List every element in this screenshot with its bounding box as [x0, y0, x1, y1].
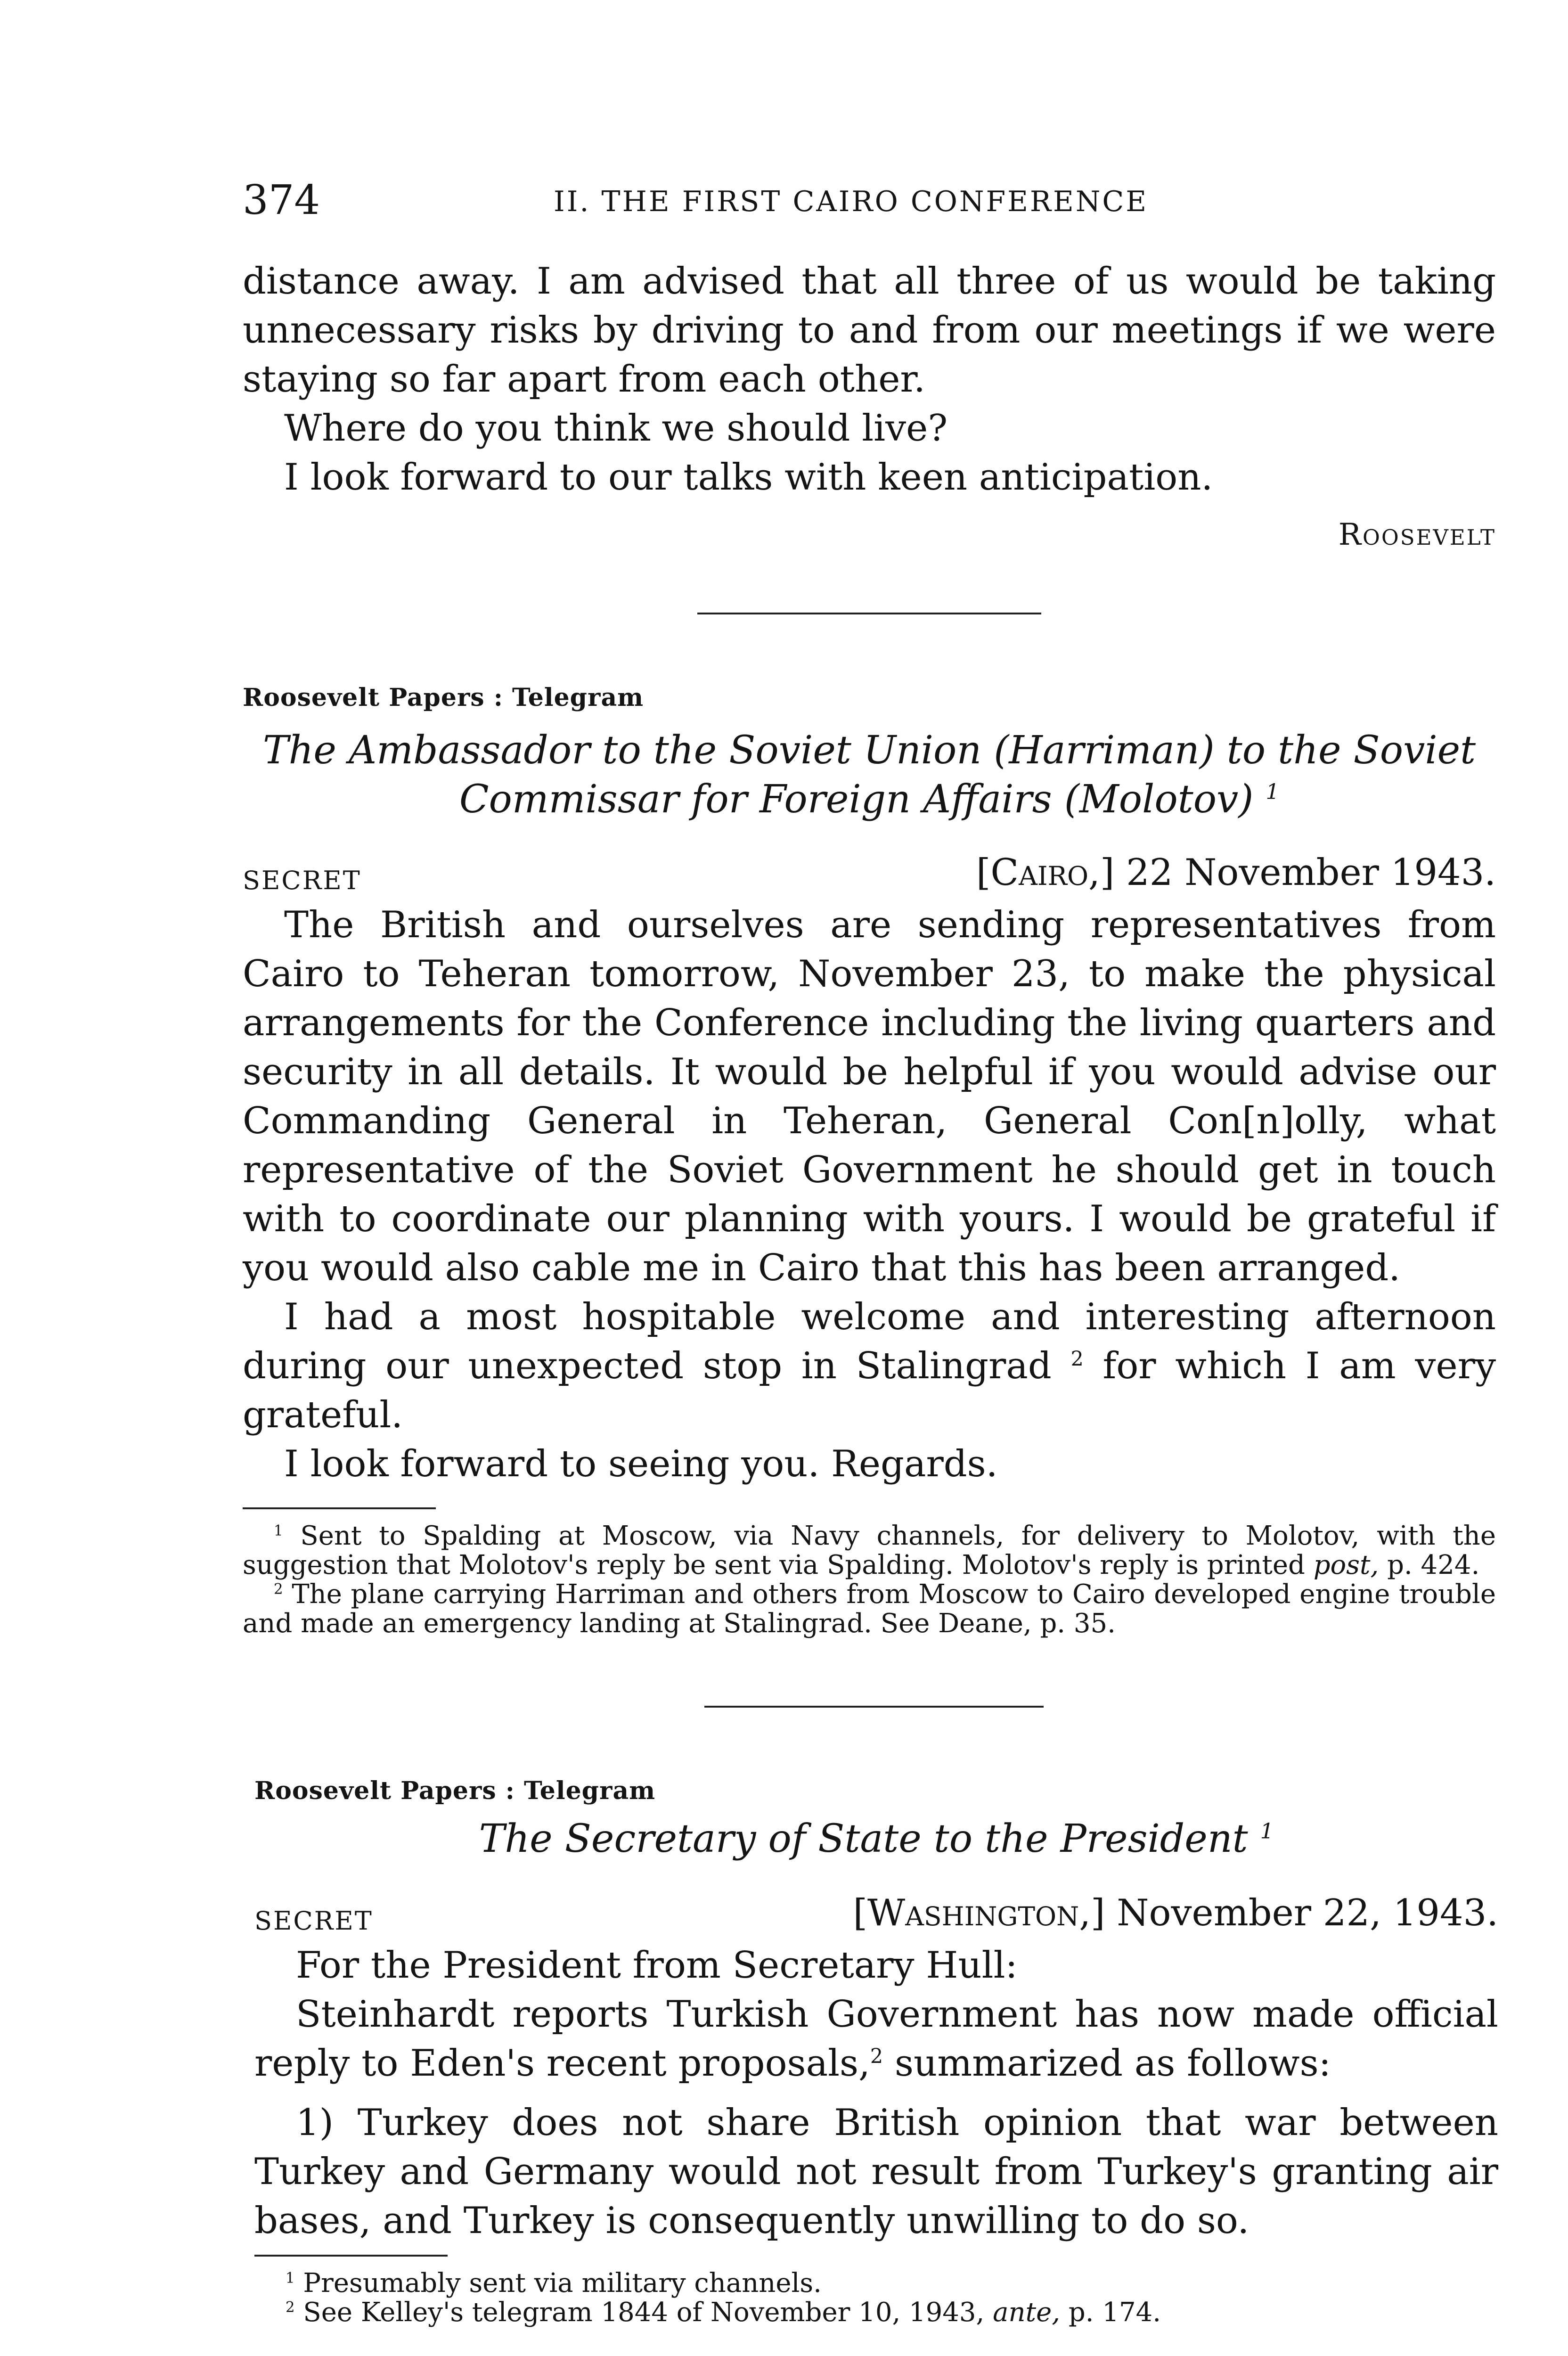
paragraph: I look forward to seeing you. Regards. — [284, 1443, 998, 1485]
classification: SECRET — [243, 866, 361, 895]
section-divider — [697, 613, 1041, 614]
footnote-italic: post, — [1313, 1550, 1379, 1580]
footnote-text: p. 424. — [1387, 1550, 1480, 1580]
footnote-text: p. 174. — [1068, 2297, 1161, 2328]
footnote-mark: 1 — [274, 1522, 283, 1539]
telegram-harriman-molotov — [243, 683, 1496, 1638]
source-line: Roosevelt Papers : Telegram — [254, 1776, 656, 1805]
footnotes — [254, 2255, 1498, 2327]
footnote — [243, 1522, 1496, 1580]
paragraph: I look forward to our talks with keen anticipation. — [284, 456, 1213, 499]
footnote-mark: 2 — [274, 1580, 283, 1598]
footnote-rule — [254, 2255, 448, 2257]
date-text: November 22, 1943. — [1117, 1892, 1498, 1934]
footnote-rule — [243, 1507, 436, 1509]
footnotes — [243, 1507, 1496, 1638]
paragraph — [243, 1293, 1496, 1440]
footnote — [254, 2269, 1498, 2298]
document-title — [254, 1815, 1498, 1864]
date: [Cairo,] 22 November 1943. — [976, 851, 1496, 894]
source-line: Roosevelt Papers : Telegram — [243, 683, 644, 712]
footnote — [254, 2298, 1498, 2327]
telegram-body — [243, 900, 1496, 1489]
title-text: The Secretary of State to the President — [479, 1816, 1248, 1861]
paragraph: distance away. I am advised that all three of us would be taking unnecessary risks by driving to and from our meetings if we were staying so far apart from each other. — [243, 260, 1496, 401]
paragraph-text: I had a most hospitable welcome and interesting afternoon during our unexpected stop in Stalingrad — [243, 1296, 1496, 1387]
page-number: 374 — [243, 177, 320, 224]
paragraph: For the President from Secretary Hull: — [296, 1944, 1018, 1987]
footnote-text: See Kelley's telegram 1844 of November 10, 1943, — [303, 2297, 985, 2328]
running-head: II. THE FIRST CAIRO CONFERENCE — [554, 185, 1149, 218]
footnote-mark: 2 — [286, 2299, 295, 2316]
date-text: 22 November 1943. — [1126, 851, 1496, 894]
dateline — [254, 1892, 1498, 1941]
telegram-body — [254, 1941, 1498, 2245]
signature: Roosevelt — [1338, 517, 1496, 552]
paragraph: 1) Turkey does not share British opinion that war between Turkey and Germany would not result from Turkey's granting air bases, and Turkey is consequently unwilling to do so. — [254, 2102, 1498, 2242]
section-divider — [704, 1706, 1044, 1708]
place: Washington, — [867, 1892, 1091, 1934]
dateline — [243, 851, 1496, 900]
document-title — [243, 726, 1496, 824]
footnote-text: Presumably sent via military channels. — [303, 2268, 822, 2299]
date: [Washington,] November 22, 1943. — [853, 1892, 1498, 1934]
page-header — [243, 177, 1496, 229]
footnote-text: The plane carrying Harriman and others from Moscow to Cairo developed engine trouble and made an emergency landing at Stalingrad. See Deane, p. 35. — [243, 1579, 1496, 1639]
paragraph — [254, 1990, 1498, 2088]
place: Cairo, — [990, 851, 1100, 894]
previous-telegram-continuation — [243, 257, 1496, 559]
footnote-mark: 1 — [286, 2269, 295, 2287]
title-text: Commissar for Foreign Affairs (Molotov) — [459, 777, 1254, 822]
paragraph-text: Steinhardt reports Turkish Government has now made official reply to Eden's recent proposals, — [254, 1993, 1498, 2085]
title-line — [243, 775, 1496, 824]
paragraph-text: for which I am very grateful. — [243, 1345, 1496, 1436]
telegram-hull-president — [254, 1776, 1498, 2327]
footnote-mark: 2 — [1070, 1347, 1084, 1371]
footnote — [243, 1580, 1496, 1638]
classification: SECRET — [254, 1906, 373, 1936]
paragraph: The British and ourselves are sending representatives from Cairo to Teheran tomorrow, November 23, to make the physical arrangements for the Conference including the living quarters and security in all details. It would be helpful if you would advise our Commanding General in Teheran, General Con[n]olly, what representative of the Soviet Government he should get in touch with to coordinate our planning with yours. I would be grateful if you would also cable me in Cairo that this has been arranged. — [243, 904, 1496, 1289]
footnote-mark: 1 — [1260, 1818, 1274, 1844]
title-line: The Ambassador to the Soviet Union (Harriman) to the Soviet — [262, 728, 1476, 773]
paragraph-text: summarized as follows: — [894, 2042, 1331, 2085]
footnote-italic: ante, — [993, 2297, 1061, 2328]
footnote-mark: 1 — [1266, 779, 1280, 804]
footnote-text: Sent to Spalding at Moscow, via Navy channels, for delivery to Molotov, with the suggestion that Molotov's reply be sent via Spalding. Molotov's reply is printed — [243, 1521, 1496, 1580]
paragraph: Where do you think we should live? — [284, 407, 948, 450]
footnote-mark: 2 — [870, 2045, 883, 2068]
